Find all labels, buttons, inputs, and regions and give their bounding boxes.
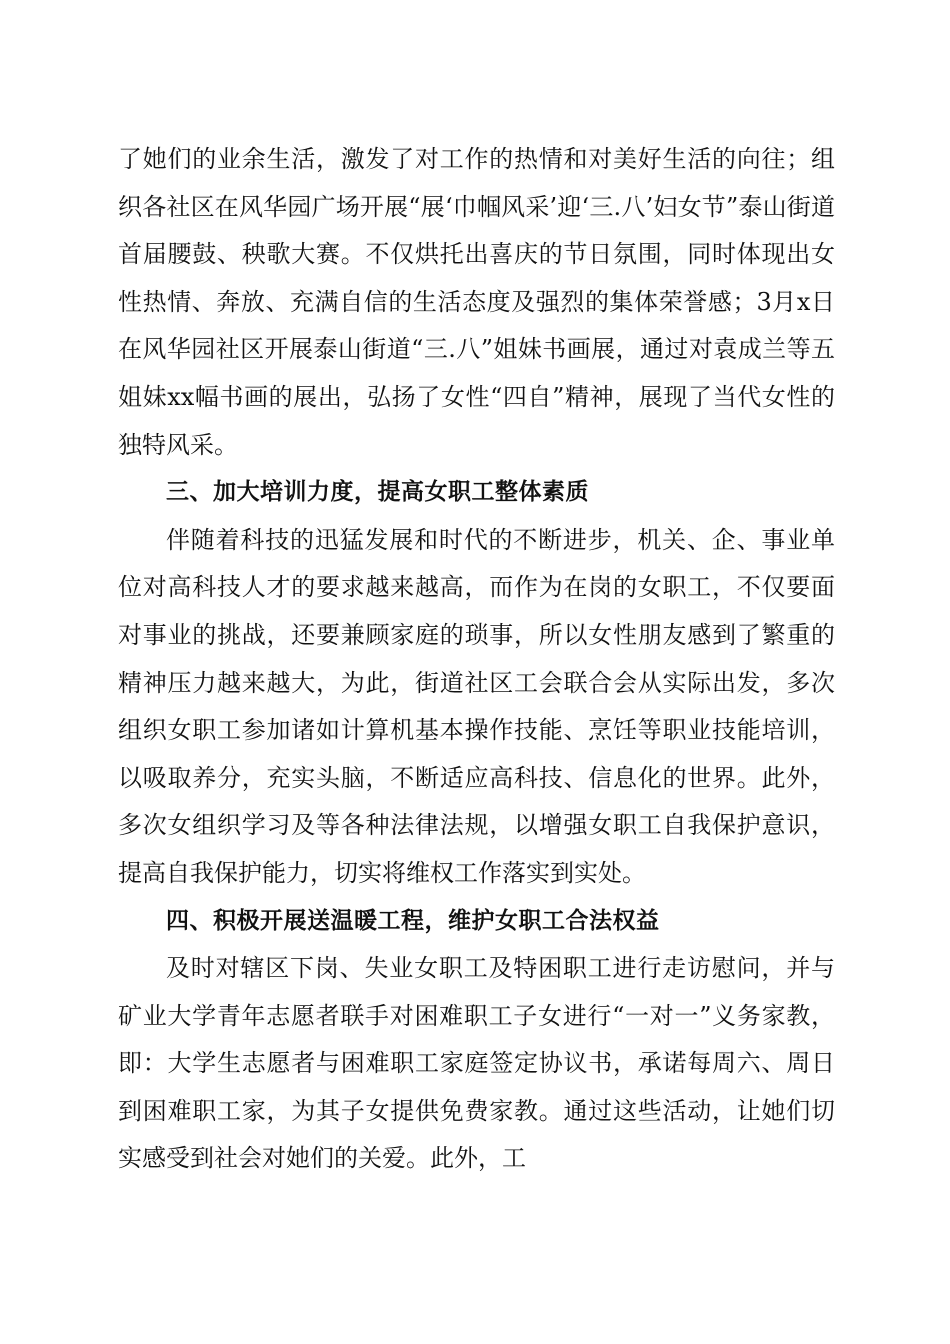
section-heading-four: 四、积极开展送温暖工程，维护女职工合法权益 xyxy=(166,907,660,934)
document-body xyxy=(118,136,835,1183)
paragraph-training: 伴随着科技的迅猛发展和时代的不断进步，机关、企、事业单位对高科技人才的要求越来越高，而作为在岗的女职工，不仅要面对事业的挑战，还要兼顾家庭的琐事，所以女性朋友感到了繁重的精神压力越来越大，为此，街道社区工会联合会从实际出发，多次组织女职工参加诸如计算机基本操作技能、烹饪等职业技能培训，以吸取养分，充实头脑，不断适应高科技、信息化的世界。此外，多次女组织学习及等各种法律法规，以增强女职工自我保护意识，提高自我保护能力，切实将维权工作落实到实处。 xyxy=(118,525,835,887)
section-heading-three: 三、加大培训力度，提高女职工整体素质 xyxy=(166,479,589,506)
paragraph-warmth-project: 及时对辖区下岗、失业女职工及特困职工进行走访慰问，并与矿业大学青年志愿者联手对困难职工子女进行“一对一”义务家教，即：大学生志愿者与困难职工家庭签定协议书，承诺每周六、周日到困难职工家，为其子女提供免费家教。通过这些活动，让她们切实感受到社会对她们的关爱。此外，工 xyxy=(118,954,835,1173)
paragraph-continuation: 了她们的业余生活，激发了对工作的热情和对美好生活的向往；组织各社区在风华园广场开展“展‘巾帼风采’迎‘三.八’妇女节”泰山街道首届腰鼓、秧歌大赛。不仅烘托出喜庆的节日氛围，同时体现出女性热情、奔放、充满自信的生活态度及强烈的集体荣誉感；3月x日在风华园社区开展泰山街道“三.八”姐妹书画展，通过对袁成兰等五姐妹xx幅书画的展出，弘扬了女性“四自”精神，展现了当代女性的独特风采。 xyxy=(118,145,835,459)
